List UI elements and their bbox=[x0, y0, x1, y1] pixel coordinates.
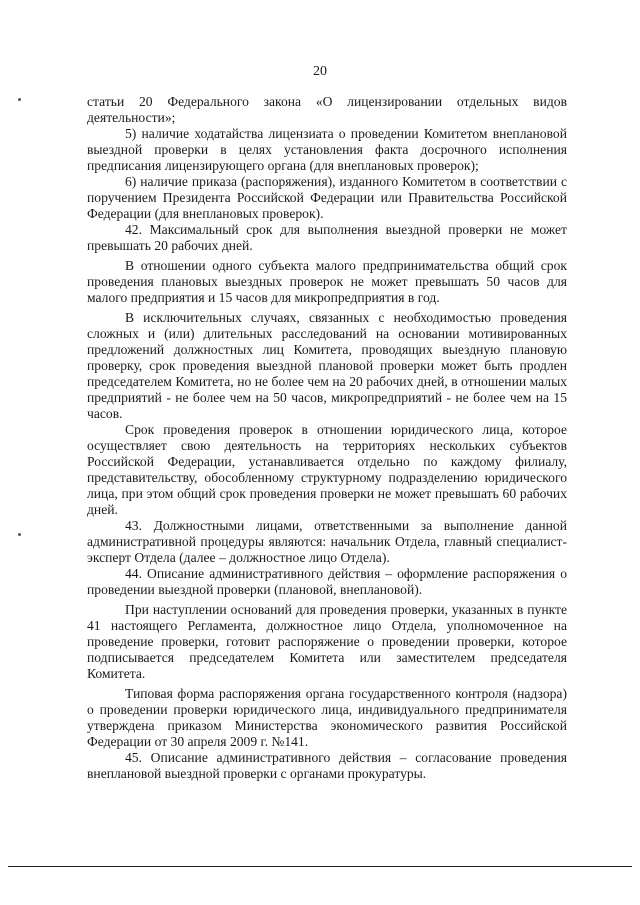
paragraph-typical-form: Типовая форма распоряжения органа государственного контроля (надзора) о проведении проверки юридического лица, индивидуального предпринимателя утверждена приказом Министерства экономического развития Российской Федерации от 30 апреля 2009 г. №141. bbox=[87, 686, 567, 749]
paragraph-small-business-limit: В отношении одного субъекта малого предпринимательства общий срок проведения плановых выездных проверок не может превышать 50 часов для малого предприятия и 15 часов для микропредприятия в год. bbox=[87, 258, 567, 305]
paragraph-order-preparation: При наступлении оснований для проведения проверки, указанных в пункте 41 настоящего Регламента, должностное лицо Отдела, уполномоченное на проведение проверки, готовит распоряжение о проведении проверки, которое подписывается председателем Комитета или заместителем председателя Комитета. bbox=[87, 602, 567, 681]
paragraph-clause-45: 45. Описание административного действия – согласование проведения внеплановой выездной проверки с органами прокуратуры. bbox=[87, 750, 567, 781]
paragraph-multi-region-term: Срок проведения проверок в отношении юридического лица, которое осуществляет свою деятельность на территориях нескольких субъектов Российской Федерации, устанавливается отдельно по каждому филиалу, представительству, обособленному структурному подразделению юридического лица, при этом общий срок проведения проверки не может превышать 60 рабочих дней. bbox=[87, 422, 567, 517]
paragraph-item-6: 6) наличие приказа (распоряжения), изданного Комитетом в соответствии с поручением Президента Российской Федерации или Правительства Российской Федерации (для внеплановых проверок). bbox=[87, 174, 567, 221]
paragraph-statute-reference: статьи 20 Федерального закона «О лицензировании отдельных видов деятельности»; bbox=[87, 94, 567, 125]
page-bottom-rule bbox=[8, 866, 632, 867]
paragraph-exceptional-cases: В исключительных случаях, связанных с необходимостью проведения сложных и (или) длительных расследований на основании мотивированных предложений должностных лиц Комитета, проводящих выездную плановую проверку, срок проведения выездной плановой проверки может быть продлен председателем Комитета, но не более чем на 20 рабочих дней, в отношении малых предприятий - не более чем на 50 часов, микропредприятий - не более чем на 15 часов. bbox=[87, 310, 567, 421]
paragraph-clause-43: 43. Должностными лицами, ответственными за выполнение данной административной процедуры являются: начальник Отдела, главный специалист-эксперт Отдела (далее – должностное лицо Отдела). bbox=[87, 518, 567, 565]
page-number: 20 bbox=[313, 64, 327, 79]
document-body bbox=[87, 94, 567, 782]
paragraph-item-5: 5) наличие ходатайства лицензиата о проведении Комитетом внеплановой выездной проверки в целях установления факта досрочного исполнения предписания лицензирующего органа (для внеплановых проверок); bbox=[87, 126, 567, 173]
paragraph-clause-42: 42. Максимальный срок для выполнения выездной проверки не может превышать 20 рабочих дней. bbox=[87, 222, 567, 253]
paragraph-clause-44: 44. Описание административного действия – оформление распоряжения о проведении выездной проверки (плановой, внеплановой). bbox=[87, 566, 567, 597]
margin-mark-dot bbox=[18, 98, 21, 101]
margin-mark-dot bbox=[18, 533, 21, 536]
